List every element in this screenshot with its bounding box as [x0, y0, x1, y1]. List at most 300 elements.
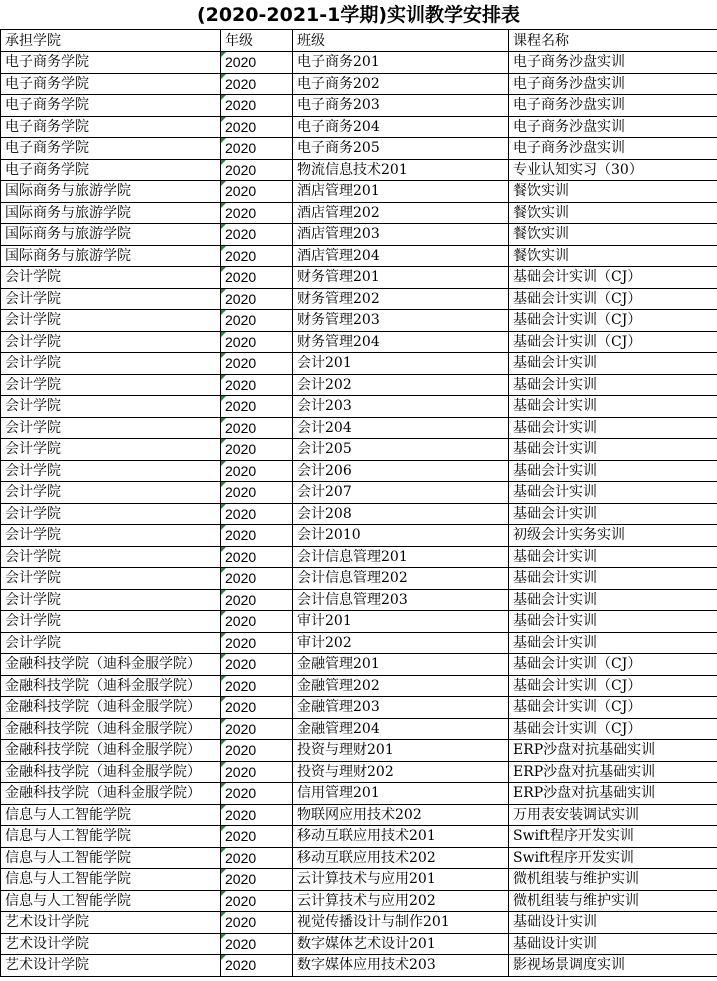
course-cell: 基础会计实训 — [509, 611, 717, 633]
college-cell: 艺术设计学院 — [1, 912, 221, 934]
text-number-marker-icon — [221, 181, 226, 186]
college-cell: 国际商务与旅游学院 — [1, 181, 221, 203]
text-number-marker-icon — [221, 697, 226, 702]
grade-cell-text: 2020 — [225, 871, 257, 888]
grade-cell — [221, 761, 293, 783]
text-number-marker-icon — [221, 869, 226, 874]
college-cell: 电子商务学院 — [1, 52, 221, 74]
grade-cell — [221, 267, 293, 289]
class-cell: 移动互联应用技术202 — [293, 847, 509, 869]
college-cell: 信息与人工智能学院 — [1, 869, 221, 891]
course-cell: 微机组装与维护实训 — [509, 869, 717, 891]
table-row — [1, 611, 717, 633]
grade-cell — [221, 224, 293, 246]
course-cell: 基础会计实训 — [509, 589, 717, 611]
course-cell: 餐饮实训 — [509, 202, 717, 224]
college-cell: 会计学院 — [1, 267, 221, 289]
course-cell: 餐饮实训 — [509, 181, 717, 203]
grade-cell-text: 2020 — [225, 914, 257, 931]
college-cell: 金融科技学院（迪科金服学院） — [1, 654, 221, 676]
grade-cell-text: 2020 — [225, 763, 257, 780]
course-cell: 基础会计实训 — [509, 632, 717, 654]
class-cell: 物流信息技术201 — [293, 159, 509, 181]
college-cell: 金融科技学院（迪科金服学院） — [1, 675, 221, 697]
class-cell: 会计信息管理202 — [293, 568, 509, 590]
grade-cell-text: 2020 — [225, 935, 257, 952]
grade-cell — [221, 310, 293, 332]
grade-cell-text: 2020 — [225, 312, 257, 329]
class-cell: 财务管理203 — [293, 310, 509, 332]
grade-cell — [221, 138, 293, 160]
grade-cell-text: 2020 — [225, 505, 257, 522]
text-number-marker-icon — [221, 826, 226, 831]
text-number-marker-icon — [221, 203, 226, 208]
college-cell: 会计学院 — [1, 331, 221, 353]
course-cell: 基础设计实训 — [509, 912, 717, 934]
course-cell: 基础会计实训（CJ） — [509, 288, 717, 310]
college-cell: 国际商务与旅游学院 — [1, 224, 221, 246]
college-cell: 会计学院 — [1, 525, 221, 547]
text-number-marker-icon — [221, 138, 226, 143]
grade-cell-text: 2020 — [225, 140, 257, 157]
table-row — [1, 890, 717, 912]
course-cell: 初级会计实务实训 — [509, 525, 717, 547]
college-cell: 信息与人工智能学院 — [1, 804, 221, 826]
grade-cell — [221, 439, 293, 461]
text-number-marker-icon — [221, 74, 226, 79]
grade-cell-text: 2020 — [225, 75, 257, 92]
class-cell: 金融管理204 — [293, 718, 509, 740]
class-cell: 会计205 — [293, 439, 509, 461]
class-cell: 信用管理201 — [293, 783, 509, 805]
grade-cell — [221, 740, 293, 762]
text-number-marker-icon — [221, 590, 226, 595]
grade-cell-text: 2020 — [225, 591, 257, 608]
text-number-marker-icon — [221, 805, 226, 810]
grade-cell — [221, 847, 293, 869]
grade-cell-text: 2020 — [225, 269, 257, 286]
grade-cell — [221, 331, 293, 353]
grade-cell-text: 2020 — [225, 484, 257, 501]
grade-cell-text: 2020 — [225, 204, 257, 221]
college-cell: 会计学院 — [1, 353, 221, 375]
college-cell: 会计学院 — [1, 589, 221, 611]
grade-cell-text: 2020 — [225, 398, 257, 415]
page-title: (2020-2021-1学期)实训教学安排表 — [0, 0, 717, 30]
grade-cell — [221, 546, 293, 568]
course-cell: 基础会计实训（CJ） — [509, 654, 717, 676]
grade-cell — [221, 568, 293, 590]
college-cell: 艺术设计学院 — [1, 933, 221, 955]
text-number-marker-icon — [221, 224, 226, 229]
table-row — [1, 460, 717, 482]
grade-cell — [221, 482, 293, 504]
college-cell: 会计学院 — [1, 460, 221, 482]
text-number-marker-icon — [221, 762, 226, 767]
header-course: 课程名称 — [509, 30, 717, 52]
course-cell: 电子商务沙盘实训 — [509, 52, 717, 74]
course-cell: 基础会计实训（CJ） — [509, 697, 717, 719]
table-row — [1, 697, 717, 719]
class-cell: 财务管理204 — [293, 331, 509, 353]
table-row — [1, 73, 717, 95]
table-row — [1, 761, 717, 783]
grade-cell — [221, 933, 293, 955]
class-cell: 电子商务205 — [293, 138, 509, 160]
text-number-marker-icon — [221, 568, 226, 573]
course-cell: ERP沙盘对抗基础实训 — [509, 761, 717, 783]
grade-cell — [221, 116, 293, 138]
course-cell: 基础设计实训 — [509, 933, 717, 955]
course-cell: 餐饮实训 — [509, 224, 717, 246]
grade-cell — [221, 869, 293, 891]
college-cell: 会计学院 — [1, 288, 221, 310]
table-row — [1, 955, 717, 977]
text-number-marker-icon — [221, 633, 226, 638]
text-number-marker-icon — [221, 310, 226, 315]
class-cell: 电子商务203 — [293, 95, 509, 117]
course-cell: Swift程序开发实训 — [509, 826, 717, 848]
class-cell: 会计203 — [293, 396, 509, 418]
grade-cell — [221, 503, 293, 525]
table-row — [1, 138, 717, 160]
class-cell: 移动互联应用技术201 — [293, 826, 509, 848]
grade-cell — [221, 202, 293, 224]
grade-cell — [221, 826, 293, 848]
table-row — [1, 288, 717, 310]
text-number-marker-icon — [221, 482, 226, 487]
table-row — [1, 912, 717, 934]
grade-cell-text: 2020 — [225, 54, 257, 71]
grade-cell — [221, 73, 293, 95]
text-number-marker-icon — [221, 95, 226, 100]
class-cell: 财务管理202 — [293, 288, 509, 310]
text-number-marker-icon — [221, 353, 226, 358]
college-cell: 信息与人工智能学院 — [1, 826, 221, 848]
table-row — [1, 869, 717, 891]
course-cell: 基础会计实训（CJ） — [509, 310, 717, 332]
grade-cell-text: 2020 — [225, 656, 257, 673]
course-cell: 餐饮实训 — [509, 245, 717, 267]
class-cell: 电子商务201 — [293, 52, 509, 74]
header-grade: 年级 — [221, 30, 293, 52]
text-number-marker-icon — [221, 504, 226, 509]
grade-cell — [221, 52, 293, 74]
text-number-marker-icon — [221, 375, 226, 380]
class-cell: 数字媒体应用技术203 — [293, 955, 509, 977]
table-row — [1, 482, 717, 504]
grade-cell — [221, 718, 293, 740]
grade-cell — [221, 611, 293, 633]
grade-cell — [221, 460, 293, 482]
course-cell: 基础会计实训 — [509, 353, 717, 375]
table-row — [1, 396, 717, 418]
class-cell: 会计204 — [293, 417, 509, 439]
course-cell: 专业认知实习（30） — [509, 159, 717, 181]
table-row — [1, 675, 717, 697]
schedule-table — [0, 30, 717, 977]
text-number-marker-icon — [221, 289, 226, 294]
course-cell: 基础会计实训（CJ） — [509, 267, 717, 289]
grade-cell-text: 2020 — [225, 441, 257, 458]
college-cell: 金融科技学院（迪科金服学院） — [1, 740, 221, 762]
header-class: 班级 — [293, 30, 509, 52]
text-number-marker-icon — [221, 396, 226, 401]
grade-cell-text: 2020 — [225, 634, 257, 651]
table-row — [1, 933, 717, 955]
grade-cell — [221, 654, 293, 676]
text-number-marker-icon — [221, 848, 226, 853]
grade-cell-text: 2020 — [225, 97, 257, 114]
table-header-row — [1, 30, 717, 52]
grade-cell — [221, 804, 293, 826]
text-number-marker-icon — [221, 246, 226, 251]
grade-cell-text: 2020 — [225, 161, 257, 178]
grade-cell-text: 2020 — [225, 226, 257, 243]
table-row — [1, 374, 717, 396]
grade-cell-text: 2020 — [225, 548, 257, 565]
grade-cell-text: 2020 — [225, 118, 257, 135]
class-cell: 审计202 — [293, 632, 509, 654]
grade-cell-text: 2020 — [225, 376, 257, 393]
college-cell: 会计学院 — [1, 546, 221, 568]
grade-cell-text: 2020 — [225, 247, 257, 264]
grade-cell — [221, 912, 293, 934]
grade-cell — [221, 675, 293, 697]
grade-cell — [221, 374, 293, 396]
course-cell: 电子商务沙盘实训 — [509, 138, 717, 160]
table-row — [1, 546, 717, 568]
text-number-marker-icon — [221, 783, 226, 788]
class-cell: 投资与理财202 — [293, 761, 509, 783]
text-number-marker-icon — [221, 332, 226, 337]
class-cell: 酒店管理201 — [293, 181, 509, 203]
college-cell: 金融科技学院（迪科金服学院） — [1, 761, 221, 783]
grade-cell-text: 2020 — [225, 290, 257, 307]
table-row — [1, 804, 717, 826]
table-row — [1, 417, 717, 439]
college-cell: 会计学院 — [1, 417, 221, 439]
table-row — [1, 847, 717, 869]
grade-cell — [221, 525, 293, 547]
college-cell: 会计学院 — [1, 396, 221, 418]
text-number-marker-icon — [221, 654, 226, 659]
course-cell: 基础会计实训 — [509, 439, 717, 461]
text-number-marker-icon — [221, 117, 226, 122]
grade-cell — [221, 181, 293, 203]
table-row — [1, 331, 717, 353]
course-cell: 基础会计实训 — [509, 396, 717, 418]
class-cell: 财务管理201 — [293, 267, 509, 289]
class-cell: 会计201 — [293, 353, 509, 375]
table-row — [1, 503, 717, 525]
class-cell: 酒店管理204 — [293, 245, 509, 267]
header-college: 承担学院 — [1, 30, 221, 52]
grade-cell-text: 2020 — [225, 613, 257, 630]
class-cell: 云计算技术与应用201 — [293, 869, 509, 891]
grade-cell-text: 2020 — [225, 892, 257, 909]
table-row — [1, 718, 717, 740]
class-cell: 数字媒体艺术设计201 — [293, 933, 509, 955]
class-cell: 酒店管理203 — [293, 224, 509, 246]
grade-cell-text: 2020 — [225, 699, 257, 716]
course-cell: 基础会计实训 — [509, 417, 717, 439]
table-row — [1, 826, 717, 848]
table-row — [1, 525, 717, 547]
course-cell: 影视场景调度实训 — [509, 955, 717, 977]
table-row — [1, 116, 717, 138]
college-cell: 会计学院 — [1, 439, 221, 461]
text-number-marker-icon — [221, 912, 226, 917]
grade-cell-text: 2020 — [225, 742, 257, 759]
grade-cell-text: 2020 — [225, 806, 257, 823]
table-row — [1, 439, 717, 461]
table-row — [1, 95, 717, 117]
table-row — [1, 267, 717, 289]
table-row — [1, 654, 717, 676]
course-cell: 基础会计实训 — [509, 482, 717, 504]
college-cell: 艺术设计学院 — [1, 955, 221, 977]
text-number-marker-icon — [221, 955, 226, 960]
class-cell: 会计2010 — [293, 525, 509, 547]
course-cell: 基础会计实训（CJ） — [509, 675, 717, 697]
course-cell: 基础会计实训 — [509, 546, 717, 568]
text-number-marker-icon — [221, 611, 226, 616]
grade-cell-text: 2020 — [225, 462, 257, 479]
class-cell: 酒店管理202 — [293, 202, 509, 224]
grade-cell-text: 2020 — [225, 570, 257, 587]
class-cell: 金融管理202 — [293, 675, 509, 697]
college-cell: 信息与人工智能学院 — [1, 847, 221, 869]
grade-cell — [221, 589, 293, 611]
grade-cell-text: 2020 — [225, 720, 257, 737]
class-cell: 电子商务202 — [293, 73, 509, 95]
text-number-marker-icon — [221, 676, 226, 681]
grade-cell-text: 2020 — [225, 828, 257, 845]
table-row — [1, 202, 717, 224]
course-cell: 微机组装与维护实训 — [509, 890, 717, 912]
course-cell: 基础会计实训 — [509, 460, 717, 482]
grade-cell — [221, 288, 293, 310]
college-cell: 电子商务学院 — [1, 73, 221, 95]
table-row — [1, 632, 717, 654]
grade-cell-text: 2020 — [225, 677, 257, 694]
table-row — [1, 245, 717, 267]
college-cell: 会计学院 — [1, 611, 221, 633]
course-cell: 基础会计实训 — [509, 503, 717, 525]
text-number-marker-icon — [221, 461, 226, 466]
course-cell: 基础会计实训 — [509, 374, 717, 396]
class-cell: 会计202 — [293, 374, 509, 396]
grade-cell — [221, 417, 293, 439]
course-cell: 基础会计实训（CJ） — [509, 331, 717, 353]
grade-cell — [221, 955, 293, 977]
grade-cell-text: 2020 — [225, 419, 257, 436]
grade-cell-text: 2020 — [225, 957, 257, 974]
text-number-marker-icon — [221, 525, 226, 530]
grade-cell — [221, 353, 293, 375]
grade-cell — [221, 159, 293, 181]
college-cell: 国际商务与旅游学院 — [1, 245, 221, 267]
text-number-marker-icon — [221, 891, 226, 896]
table-row — [1, 52, 717, 74]
table-row — [1, 224, 717, 246]
grade-cell-text: 2020 — [225, 849, 257, 866]
text-number-marker-icon — [221, 160, 226, 165]
college-cell: 金融科技学院（迪科金服学院） — [1, 718, 221, 740]
course-cell: ERP沙盘对抗基础实训 — [509, 783, 717, 805]
text-number-marker-icon — [221, 418, 226, 423]
course-cell: Swift程序开发实训 — [509, 847, 717, 869]
grade-cell-text: 2020 — [225, 527, 257, 544]
grade-cell — [221, 697, 293, 719]
table-row — [1, 740, 717, 762]
class-cell: 电子商务204 — [293, 116, 509, 138]
college-cell: 电子商务学院 — [1, 138, 221, 160]
grade-cell — [221, 890, 293, 912]
grade-cell — [221, 632, 293, 654]
class-cell: 审计201 — [293, 611, 509, 633]
course-cell: 基础会计实训 — [509, 568, 717, 590]
grade-cell — [221, 245, 293, 267]
class-cell: 金融管理203 — [293, 697, 509, 719]
text-number-marker-icon — [221, 52, 226, 57]
grade-cell-text: 2020 — [225, 785, 257, 802]
text-number-marker-icon — [221, 719, 226, 724]
grade-cell — [221, 396, 293, 418]
text-number-marker-icon — [221, 267, 226, 272]
course-cell: 电子商务沙盘实训 — [509, 116, 717, 138]
grade-cell-text: 2020 — [225, 183, 257, 200]
class-cell: 会计206 — [293, 460, 509, 482]
course-cell: 基础会计实训（CJ） — [509, 718, 717, 740]
class-cell: 投资与理财201 — [293, 740, 509, 762]
class-cell: 会计信息管理203 — [293, 589, 509, 611]
grade-cell-text: 2020 — [225, 333, 257, 350]
course-cell: 万用表安装调试实训 — [509, 804, 717, 826]
college-cell: 会计学院 — [1, 632, 221, 654]
college-cell: 会计学院 — [1, 482, 221, 504]
course-cell: 电子商务沙盘实训 — [509, 95, 717, 117]
college-cell: 电子商务学院 — [1, 159, 221, 181]
class-cell: 金融管理201 — [293, 654, 509, 676]
text-number-marker-icon — [221, 547, 226, 552]
class-cell: 会计信息管理201 — [293, 546, 509, 568]
text-number-marker-icon — [221, 934, 226, 939]
class-cell: 会计207 — [293, 482, 509, 504]
table-row — [1, 783, 717, 805]
table-row — [1, 353, 717, 375]
college-cell: 国际商务与旅游学院 — [1, 202, 221, 224]
table-row — [1, 159, 717, 181]
course-cell: 电子商务沙盘实训 — [509, 73, 717, 95]
grade-cell — [221, 783, 293, 805]
text-number-marker-icon — [221, 439, 226, 444]
table-row — [1, 568, 717, 590]
college-cell: 金融科技学院（迪科金服学院） — [1, 697, 221, 719]
grade-cell — [221, 95, 293, 117]
grade-cell-text: 2020 — [225, 355, 257, 372]
table-row — [1, 310, 717, 332]
class-cell: 云计算技术与应用202 — [293, 890, 509, 912]
college-cell: 电子商务学院 — [1, 95, 221, 117]
college-cell: 会计学院 — [1, 374, 221, 396]
class-cell: 视觉传播设计与制作201 — [293, 912, 509, 934]
text-number-marker-icon — [221, 740, 226, 745]
college-cell: 会计学院 — [1, 310, 221, 332]
college-cell: 会计学院 — [1, 503, 221, 525]
table-row — [1, 181, 717, 203]
